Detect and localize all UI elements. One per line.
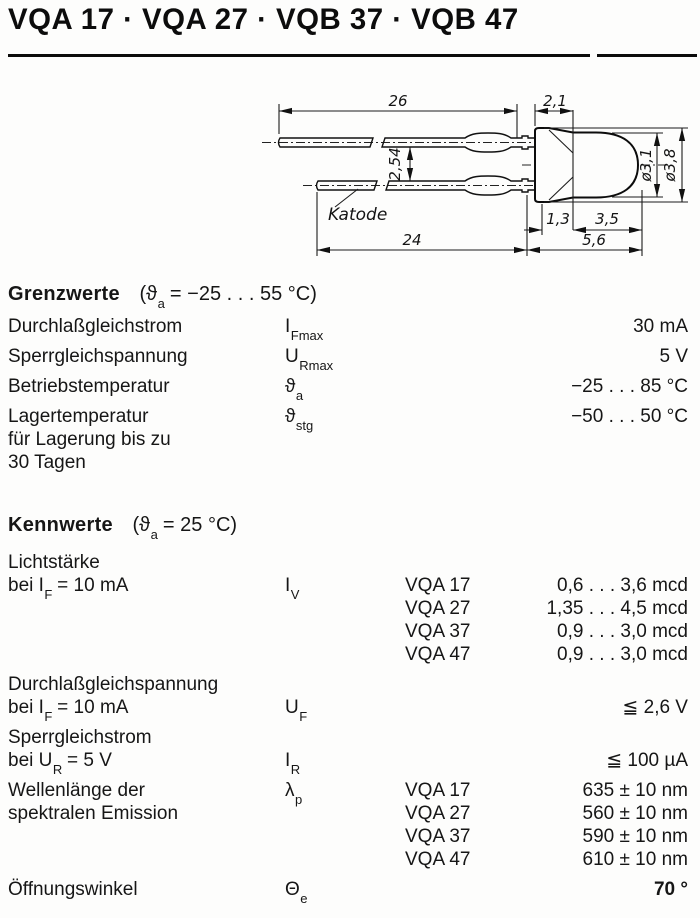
spec-value: ≦ 2,6 V	[622, 697, 688, 718]
spec-value: 5 V	[659, 346, 688, 367]
spec-values: 0,6 . . . 3,6 mcd 1,35 . . . 4,5 mcd 0,9 . . . 3,0 mcd 0,9 . . . 3,0 mcd	[546, 575, 688, 665]
dim-label-5-6: 5,6	[582, 231, 606, 249]
dim-label-1-3: 1,3	[546, 210, 570, 228]
spec-values: 635 ± 10 nm 560 ± 10 nm 590 ± 10 nm 610 ± 10 nm	[582, 780, 688, 870]
kennwerte-title: Kennwerte	[8, 514, 113, 536]
spec-row-storage-temp	[0, 405, 700, 474]
led-body-outline	[535, 128, 638, 202]
spec-symbol: $I_V$	[285, 575, 300, 602]
spec-symbol: $\lambda_p$	[285, 780, 303, 807]
spec-label: Sperrgleichspannung	[8, 346, 188, 367]
spec-label: Wellenlänge der spektralen Emission	[8, 780, 179, 824]
spec-label: Lichtstärke bei $I_F = 10$ mA	[8, 552, 129, 602]
spec-label: Durchlaßgleichstrom	[8, 316, 183, 337]
grenzwerte-section	[0, 283, 700, 481]
spec-types: VQA 17 VQA 27 VQA 37 VQA 47	[405, 575, 471, 665]
spec-row-forward-current	[0, 315, 700, 343]
kennwerte-condition: ($ϑ_a = 25$ °C)	[132, 514, 238, 542]
spec-row-reverse-current	[0, 726, 700, 777]
dim-label-d3-8: ø3,8	[661, 148, 679, 182]
spec-value: −25 . . . 85 °C	[571, 376, 688, 397]
spec-row-reverse-voltage	[0, 345, 700, 373]
title-rule-left	[8, 54, 590, 57]
spec-value: −50 . . . 50 °C	[571, 406, 688, 427]
spec-label: Lagertemperatur für Lagerung bis zu 30 Tagen	[8, 406, 171, 473]
spec-label: Betriebstemperatur	[8, 376, 170, 397]
dim-label-26: 26	[388, 92, 408, 110]
spec-symbol: $U_{Rmax}$	[285, 346, 334, 373]
spec-symbol: $I_R$	[285, 750, 301, 777]
dim-label-d3-1: ø3,1	[637, 148, 655, 182]
spec-row-viewing-angle	[0, 878, 700, 906]
page-title: VQA 17 · VQA 27 · VQB 37 · VQB 47	[8, 3, 519, 36]
spec-row-luminous-intensity	[0, 551, 700, 666]
grenzwerte-heading	[0, 283, 700, 311]
spec-row-wavelength	[0, 779, 700, 871]
spec-row-forward-voltage	[0, 673, 700, 724]
grenzwerte-title: Grenzwerte	[8, 283, 120, 305]
spec-symbol: $ϑ_a$	[285, 376, 304, 403]
spec-value: ≦ 100 µA	[606, 750, 688, 771]
spec-value: 70 °	[653, 879, 688, 900]
dim-label-3-5: 3,5	[595, 210, 619, 228]
spec-symbol: $ϑ_{stg}$	[285, 406, 314, 433]
dim-label-24: 24	[402, 231, 422, 249]
cathode-label: Katode	[328, 205, 388, 225]
spec-symbol: $I_{Fmax}$	[285, 316, 324, 343]
spec-symbol: $U_F$	[285, 697, 308, 724]
spec-types: VQA 17 VQA 27 VQA 37 VQA 47	[405, 780, 471, 870]
spec-row-operating-temp	[0, 375, 700, 403]
kennwerte-heading	[0, 514, 700, 542]
title-rule-right	[597, 54, 697, 57]
spec-label: Öffnungswinkel	[8, 879, 138, 900]
grenzwerte-condition: ($ϑ_a = -25$ . . . 55 °C)	[139, 283, 317, 311]
dim-label-2-1: 2,1	[543, 92, 567, 110]
spec-value: 30 mA	[633, 316, 688, 337]
dim-label-2-54: 2,54	[386, 147, 404, 181]
kennwerte-section	[0, 514, 700, 908]
spec-symbol: $\Theta_e$	[285, 879, 308, 906]
spec-label: Sperrgleichstrom bei $U_R = 5$ V	[8, 727, 152, 777]
led-dimension-drawing	[260, 80, 700, 272]
spec-label: Durchlaßgleichspannung bei $I_F = 10$ mA	[8, 674, 219, 724]
